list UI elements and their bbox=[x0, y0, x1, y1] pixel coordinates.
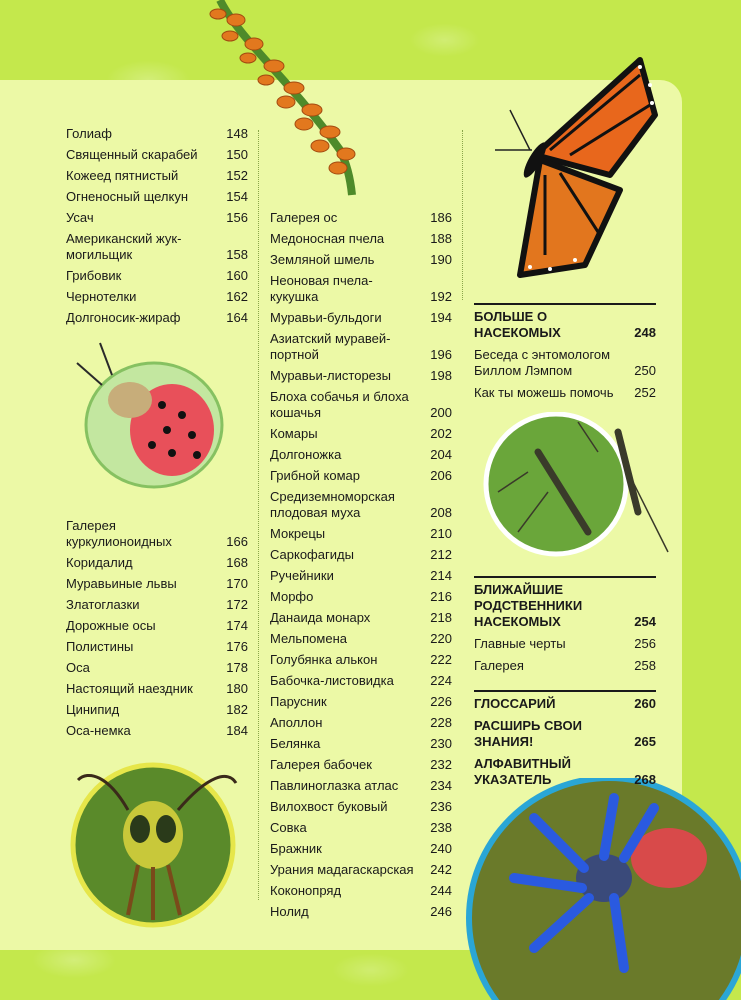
toc-entry[interactable]: Главные черты 256 bbox=[474, 636, 656, 651]
toc-entry[interactable]: Мокрецы 210 bbox=[270, 526, 452, 541]
toc-entry[interactable]: Блоха собачья и блоха кошачья 200 bbox=[270, 389, 452, 420]
toc-entry[interactable]: Азиатский муравей-портной 196 bbox=[270, 331, 452, 362]
toc-entry[interactable]: Урания мадагаскарская 242 bbox=[270, 862, 452, 877]
toc-entry[interactable]: Грибной комар 206 bbox=[270, 468, 452, 483]
toc-entry[interactable]: Саркофагиды 212 bbox=[270, 547, 452, 562]
column-divider-2 bbox=[462, 130, 463, 300]
section-closest-relatives bbox=[474, 576, 656, 680]
index-entry[interactable]: АЛФАВИТНЫЙ УКАЗАТЕЛЬ 268 bbox=[474, 756, 656, 787]
toc-entry[interactable]: Цинипид 182 bbox=[66, 702, 248, 717]
section-more-about-insects bbox=[474, 303, 656, 407]
toc-entry[interactable]: Усач 156 bbox=[66, 210, 248, 225]
toc-entry[interactable]: Как ты можешь помочь 252 bbox=[474, 385, 656, 400]
tarantula-circle-image bbox=[464, 778, 741, 1000]
toc-entry[interactable]: Грибовик 160 bbox=[66, 268, 248, 283]
toc-entry[interactable]: Морфо 216 bbox=[270, 589, 452, 604]
toc-entry[interactable]: Галерея ос 186 bbox=[270, 210, 452, 225]
toc-entry[interactable]: Долгоножка 204 bbox=[270, 447, 452, 462]
toc-entry[interactable]: Голиаф 148 bbox=[66, 126, 248, 141]
toc-entry[interactable]: Оса 178 bbox=[66, 660, 248, 675]
toc-entry[interactable]: Огненосный щелкун 154 bbox=[66, 189, 248, 204]
column-1-others bbox=[66, 518, 248, 744]
toc-entry[interactable]: Мельпомена 220 bbox=[270, 631, 452, 646]
toc-entry[interactable]: Полистины 176 bbox=[66, 639, 248, 654]
monarch-butterfly-image bbox=[490, 55, 665, 285]
toc-entry[interactable]: Галерея 258 bbox=[474, 658, 656, 673]
toc-entry[interactable]: Совка 238 bbox=[270, 820, 452, 835]
toc-entry[interactable]: Коконопряд 244 bbox=[270, 883, 452, 898]
toc-entry[interactable]: Галерея куркулионоидных 166 bbox=[66, 518, 248, 549]
toc-entry[interactable]: Средиземноморская плодовая муха 208 bbox=[270, 489, 452, 520]
tortoise-beetle-image bbox=[72, 335, 232, 495]
toc-entry[interactable]: Медоносная пчела 188 bbox=[270, 231, 452, 246]
toc-entry[interactable]: Муравьи-листорезы 198 bbox=[270, 368, 452, 383]
toc-entry[interactable]: Неоновая пчела-кукушка 192 bbox=[270, 273, 452, 304]
toc-entry[interactable]: Настоящий наездник 180 bbox=[66, 681, 248, 696]
toc-entry[interactable]: Вилохвост буковый 236 bbox=[270, 799, 452, 814]
toc-entry[interactable]: Чернотелки 162 bbox=[66, 289, 248, 304]
toc-entry[interactable]: Священный скарабей 150 bbox=[66, 147, 248, 162]
toc-entry[interactable]: Беседа с энтомологом Биллом Лэмпом 250 bbox=[474, 347, 656, 378]
wasp-circle-image bbox=[68, 755, 243, 930]
toc-entry[interactable]: Галерея бабочек 232 bbox=[270, 757, 452, 772]
expand-knowledge-entry[interactable]: РАСШИРЬ СВОИ ЗНАНИЯ! 265 bbox=[474, 718, 656, 749]
column-divider-1 bbox=[258, 130, 259, 900]
toc-entry[interactable]: Комары 202 bbox=[270, 426, 452, 441]
toc-entry[interactable]: Бабочка-листовидка 224 bbox=[270, 673, 452, 688]
column-2 bbox=[270, 210, 452, 925]
toc-entry[interactable]: Муравьи-бульдоги 194 bbox=[270, 310, 452, 325]
section-heading[interactable]: БЛИЖАЙШИЕ РОДСТВЕННИКИ НАСЕКОМЫХ bbox=[474, 582, 583, 629]
section-heading-page: 254 bbox=[634, 614, 656, 629]
toc-entry[interactable]: Бражник 240 bbox=[270, 841, 452, 856]
toc-entry[interactable]: Коридалид 168 bbox=[66, 555, 248, 570]
toc-entry[interactable]: Голубянка алькон 222 bbox=[270, 652, 452, 667]
toc-entry[interactable]: Ручейники 214 bbox=[270, 568, 452, 583]
toc-entry[interactable]: Муравьиные львы 170 bbox=[66, 576, 248, 591]
toc-entry[interactable]: Парусник 226 bbox=[270, 694, 452, 709]
toc-entry[interactable]: Земляной шмель 190 bbox=[270, 252, 452, 267]
toc-entry[interactable]: Кожеед пятнистый 152 bbox=[66, 168, 248, 183]
toc-entry[interactable]: Долгоносик-жираф 164 bbox=[66, 310, 248, 325]
column-1-beetles bbox=[66, 126, 248, 331]
toc-entry[interactable]: Американский жук-могильщик 158 bbox=[66, 231, 248, 262]
toc-entry[interactable]: Аполлон 228 bbox=[270, 715, 452, 730]
toc-entry[interactable]: Нолид 246 bbox=[270, 904, 452, 919]
toc-entry[interactable]: Белянка 230 bbox=[270, 736, 452, 751]
section-heading-page: 248 bbox=[634, 325, 656, 340]
toc-entry[interactable]: Данаида монарх 218 bbox=[270, 610, 452, 625]
toc-entry[interactable]: Оса-немка 184 bbox=[66, 723, 248, 738]
glossary-entry[interactable]: ГЛОССАРИЙ 260 bbox=[474, 696, 656, 711]
toc-entry[interactable]: Дорожные осы 174 bbox=[66, 618, 248, 633]
toc-entry[interactable]: Златоглазки 172 bbox=[66, 597, 248, 612]
section-heading[interactable]: БОЛЬШЕ О НАСЕКОМЫХ bbox=[474, 309, 561, 340]
mosquito-circle-image bbox=[478, 412, 678, 562]
toc-entry[interactable]: Павлиноглазка атлас 234 bbox=[270, 778, 452, 793]
section-appendix bbox=[474, 690, 656, 794]
